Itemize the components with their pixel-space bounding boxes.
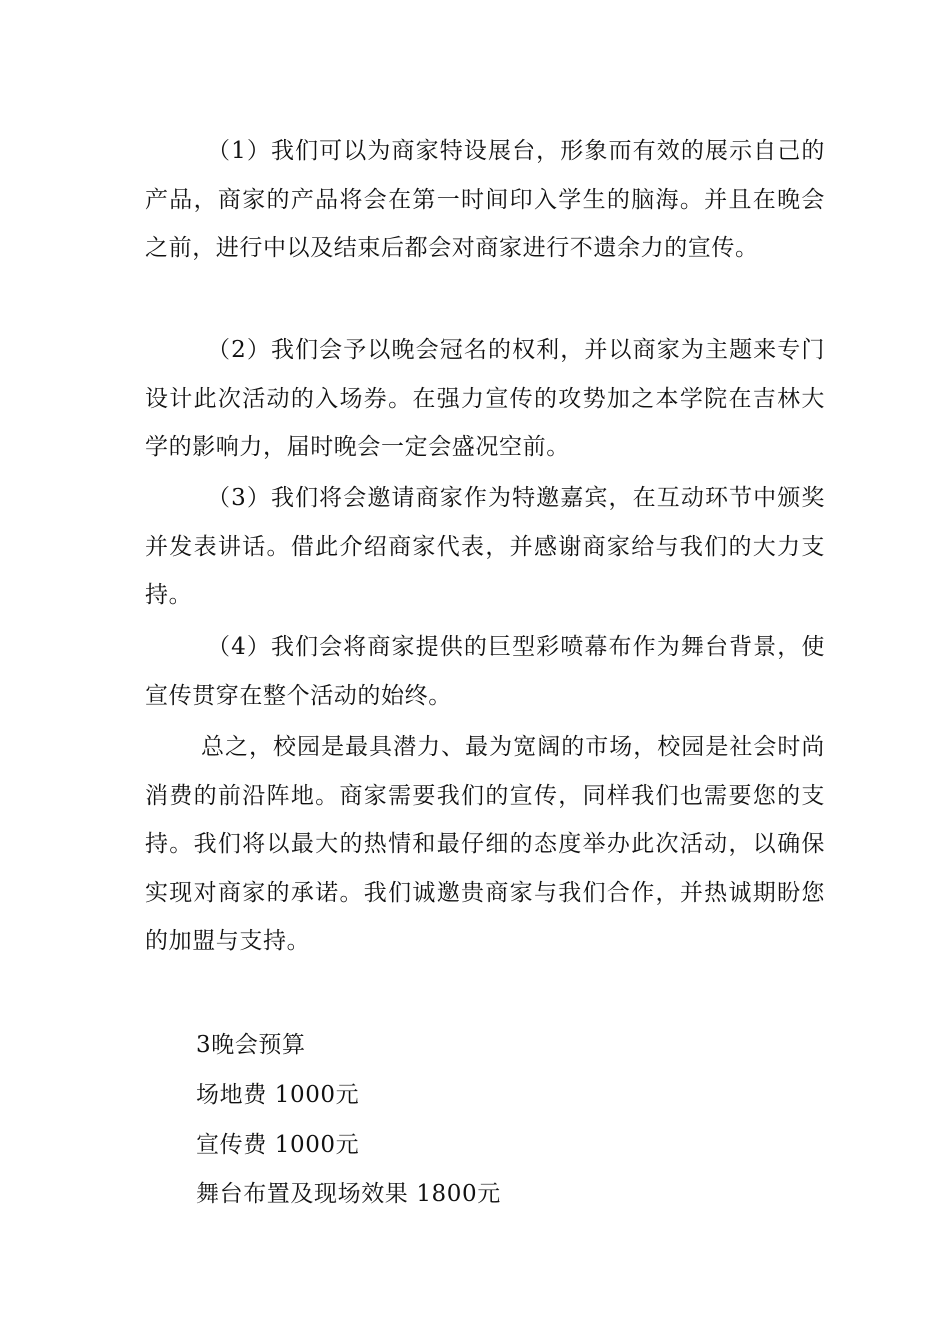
budget-item-name: 舞台布置及现场效果 [196, 1181, 409, 1207]
paragraph-item-4: （4）我们会将商家提供的巨型彩喷幕布作为舞台背景，使宣传贯穿在整个活动的始终。 [145, 634, 825, 709]
budget-item-name: 宣传费 [196, 1132, 267, 1158]
budget-item-amount: 1000元 [274, 1132, 360, 1158]
budget-item-amount: 1800元 [416, 1181, 501, 1207]
budget-item-name: 场地费 [196, 1082, 267, 1108]
budget-item [196, 1170, 796, 1218]
budget-heading: 3晚会预算 [196, 1032, 306, 1058]
budget-item-amount: 1000元 [274, 1082, 360, 1108]
paragraph-item-2: （2）我们会予以晚会冠名的权利，并以商家为主题来专门设计此次活动的入场券。在强力宣传的攻势加之本学院在吉林大学的影响力，届时晚会一定会盛况空前。 [145, 337, 825, 461]
budget-item [196, 1121, 796, 1169]
conclusion-paragraph: 总之，校园是最具潜力、最为宽阔的市场，校园是社会时尚消费的前沿阵地。商家需要我们的宣传，同样我们也需要您的支持。我们将以最大的热情和最仔细的态度举办此次活动，以确保实现对商家的承诺。我们诚邀贵商家与我们合作，并热诚期盼您的加盟与支持。 [145, 734, 825, 955]
paragraph-item-1: （1）我们可以为商家特设展台，形象而有效的展示自己的产品，商家的产品将会在第一时间印入学生的脑海。并且在晚会之前，进行中以及结束后都会对商家进行不遗余力的宣传。 [145, 138, 825, 262]
budget-item [196, 1071, 796, 1119]
paragraph-item-3: （3）我们将会邀请商家作为特邀嘉宾，在互动环节中颁奖并发表讲话。借此介绍商家代表，并感谢商家给与我们的大力支持。 [145, 485, 825, 609]
